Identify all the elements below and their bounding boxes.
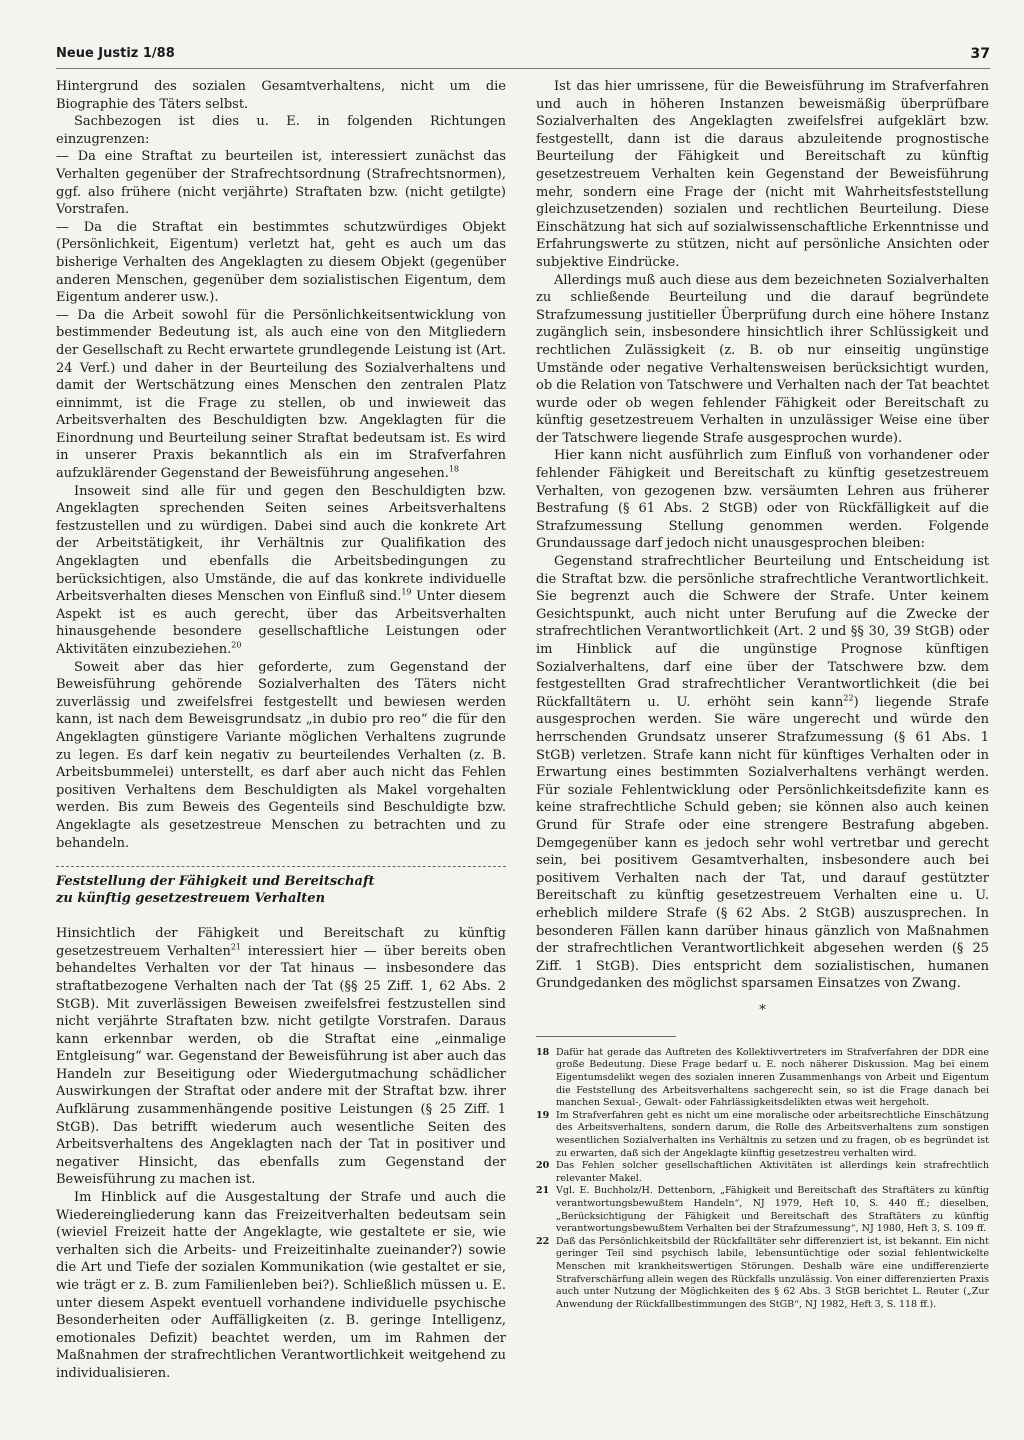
- footnote: [536, 1236, 989, 1312]
- paragraph: Hier kann nicht ausführlich zum Einfluß von vorhandener oder fehlender Fähigkeit und Bereitschaft zu künftig gesetzestreuem Verhalten, von gezogenen bzw. versäumten Lehren aus früherer Bestrafung (§ 61 Abs. 2 StGB) oder von Rückfälligkeit auf die Strafzumessung Stellung genommen werden. Folgende Grundaussage darf jedoch nicht unausgesprochen bleiben:: [536, 448, 989, 552]
- list-item: — Da eine Straftat zu beurteilen ist, interessiert zunächst das Verhalten gegenüber der Strafrechtsordnung (Strafrechtsnormen), ggf. also frühere (nicht verjährte) Straftaten bzw. (nicht getilgte) Vorstrafen.: [56, 149, 506, 218]
- paragraph: Ist das hier umrissene, für die Beweisführung im Strafverfahren und auch in höheren Instanzen beweismäßig überprüfbare Sozialverhalten des Angeklagten zweifelsfrei aufgeklärt bzw. festgestellt, dann ist die daraus abzuleitende prognostische Beurteilung der Fähigkeit und Bereitschaft zu künftig gesetzestreuem Verhalten kein Gegenstand der Beweisführung mehr, sondern eine Frage der (nicht mit Wahrheitsfeststellung gleichzusetzenden) sozialen und rechtlichen Beurteilung. Diese Einschätzung hat sich auf sozialwissenschaftliche Erkenntnisse und Erfahrungswerte zu stützen, nicht auf persönliche Ansichten oder subjektive Eindrücke.: [536, 79, 989, 270]
- footnote-text: Daß das Persönlichkeitsbild der Rückfalltäter sehr differenziert ist, ist bekannt. Ein nicht geringer Teil sind psychisch labile, lebensuntüchtige oder sozial fehlentwickelte Menschen mit krankheitswertigen Störungen. Deshalb wäre eine undifferenzierte Strafverschärfung allein wegen des Rückfalls unzulässig. Von einer differenzierten Praxis auch unter Nutzung der Möglichkeiten des § 62 Abs. 3 StGB berichtet L. Reuter („Zur Anwendung der Rückfallbestimmungen des StGB“, NJ 1982, Heft 3, S. 118 ff.).: [556, 1235, 989, 1310]
- paragraph: Soweit aber das hier geforderte, zum Gegenstand der Beweisführung gehörende Sozialverhalten des Täters nicht zuverlässig und zweifelsfrei festgestellt und bewiesen werden kann, ist nach dem Beweisgrundsatz „in dubio pro reo“ die für den Angeklagten günstigere Variante möglichen Verhaltens zugrunde zu legen. Es darf kein negativ zu beurteilendes Verhalten (z. B. Arbeitsbummelei) unterstellt, es darf aber auch nicht das Fehlen positiven Verhaltens dem Beschuldigten als Makel vorgehalten werden. Bis zum Beweis des Gegenteils sind Beschuldigte bzw. Angeklagte als gesetzestreue Menschen zu betrachten und zu behandeln.: [56, 659, 506, 851]
- paragraph-text: ) liegende Strafe ausgesprochen werden. Sie wäre ungerecht und würde den herrschenden Grundsatz unserer Strafzumessung (§ 61 Abs. 1 StGB) verletzen. Strafe kann nicht für künftiges Verhalten oder in Erwartung eines bestimmten Sozialverhaltens verhängt werden. Für soziale Fehlentwicklung oder Persönlichkeitsdefizite kann es keine strafrechtliche Schuld geben; sie können also auch keinen Grund für Strafe oder eine strengere Bestrafung abgeben. Demgegenüber kann es jedoch sehr wohl vertretbar und gerecht sein, bei positivem Gesamtverhalten, insbesondere auch bei positivem Verhalten nach der Tat, und darauf gestützter Bereitschaft zu künftig gesetzestreuem Verhalten eine u. U. erheblich mildere Strafe (§ 62 Abs. 2 StGB) auszusprechen. In besonderen Fällen kann darüber hinaus gänzlich von Maßnahmen der strafrechtlichen Verantwortlichkeit abgesehen werden (§ 25 Ziff. 1 StGB). Dies entspricht dem sozialistischen, humanen Grundgedanken des möglichst sparsamen Einsatzes von Zwang.: [536, 694, 989, 992]
- footnote-ref: 21: [230, 942, 241, 952]
- paragraph-text: interessiert hier — über bereits oben behandeltes Verhalten vor der Tat hinaus — insbesondere das straftatbezogene Verhalten nach der Tat (§§ 25 Ziff. 1, 62 Abs. 2 StGB). Mit zuverlässigen Beweisen zweifelsfrei festzustellen sind nicht verjährte Straftaten bzw. nicht getilgte Vorstrafen. Daraus kann erkennbar werden, ob die Straftat eine „einmalige Entgleisung“ war. Gegenstand der Beweisführung ist aber auch das Handeln zur Beseitigung oder Wiedergutmachung schädlicher Auswirkungen der Straftat oder andere mit der Straftat bzw. ihrer Aufklärung zusammenhängende positive Leistungen (§ 25 Ziff. 1 StGB). Das betrifft wiederum auch wesentliche Seiten des Arbeitsverhaltens des Angeklagten nach der Tat in positiver und negativer Hinsicht, das ebenfalls zum Gegenstand der Beweisführung zu machen ist.: [56, 943, 506, 1188]
- footnote-ref: 20: [231, 640, 242, 650]
- footnote: [536, 1185, 989, 1235]
- section-separator: *: [759, 1002, 766, 1018]
- footnote-ref: 19: [401, 587, 412, 597]
- footnote-text: Das Fehlen solcher gesellschaftlichen Aktivitäten ist allerdings kein strafrechtlich relevanter Makel.: [556, 1160, 989, 1184]
- paragraph: Hintergrund des sozialen Gesamtverhaltens, nicht um die Biographie des Täters selbst.: [56, 79, 506, 112]
- paragraph: Allerdings muß auch diese aus dem bezeichneten Sozialverhalten zu schließende Beurteilung und die darauf begründete Strafzumessung justitieller Überprüfung durch eine höhere Instanz zugänglich sein, insbesondere hinsichtlich ihrer Schlüssigkeit und rechtlichen Zulässigkeit (z. B. ob nur einseitig ungünstige Umstände oder negative Verhaltensweisen berücksichtigt wurden, ob die Relation von Tatschwere und Verhalten nach der Tat beachtet wurde oder ob wegen fehlender Fähigkeit oder Bereitschaft zu künftig gesetzestreuem Verhalten in unzulässiger Weise eine über der Tatschwere liegende Strafe ausgesprochen wurde).: [536, 272, 989, 446]
- paragraph: [536, 553, 989, 993]
- footnote-text: Im Strafverfahren geht es nicht um eine moralische oder arbeitsrechtliche Einschätzung des Arbeitsverhaltens, sondern darum, die Rolle des Arbeitsverhaltens zum sonstigen wesentlichen Sozialverhalten ins Verhältnis zu setzen und zu fragen, ob es begründet ist zu erwarten, daß sich der Angeklagte künftig gesetzestreu verhalten wird.: [556, 1109, 989, 1159]
- footnote: [536, 1160, 989, 1185]
- footnote-number: 18: [536, 1046, 550, 1058]
- footnote-text: Vgl. E. Buchholz/H. Dettenborn, „Fähigkeit und Bereitschaft des Straftäters zu künftig verantwortungsbewußtem Handeln“, NJ 1979, Heft 10, S. 440 ff.; dieselben, „Berücksichtigung der Fähigkeit und Bereitschaft des Straftäters zu künftig verantwortungsbewußtem Verhalten bei der Strafzumessung“, NJ 1980, Heft 3, S. 109 ff.: [556, 1185, 989, 1235]
- section-heading-line: Feststellung der Fähigkeit und Bereitschaft: [56, 874, 375, 890]
- footnote-number: 22: [536, 1235, 550, 1247]
- page-header: [56, 44, 990, 69]
- section-heading: [56, 866, 506, 907]
- footnote-ref: 18: [448, 464, 460, 474]
- section-heading-line: zu künftig gesetzestreuem Verhalten: [56, 891, 326, 907]
- list-item: — Da die Straftat ein bestimmtes schutzwürdiges Objekt (Persönlichkeit, Eigentum) verletzt hat, geht es auch um das bisherige Verhalten des Angeklagten zu diesem Objekt (gegenüber anderen Menschen, gegenüber dem sozialistischen Eigentum, dem Eigentum anderer usw.).: [56, 219, 506, 306]
- list-item: [56, 307, 506, 483]
- paragraph-text: Unter diesem Aspekt ist es auch gerecht, über das Arbeitsverhalten hinausgehende besondere gesellschaftliche Leistungen oder Aktivitäten einzubeziehen.: [56, 589, 507, 657]
- footnote-number: 21: [536, 1185, 550, 1197]
- paragraph: [56, 925, 506, 1189]
- page-number: 37: [970, 46, 990, 62]
- footnote-ref: 22: [843, 693, 854, 703]
- paragraph: Sachbezogen ist dies u. E. in folgenden Richtungen einzugrenzen:: [56, 114, 506, 147]
- journal-title: Neue Justiz 1/88: [56, 46, 175, 61]
- paragraph-text: Hinsichtlich der Fähigkeit und Bereitschaft zu künftig gesetzestreuem Verhalten: [56, 926, 506, 959]
- paragraph-text: Insoweit sind alle für und gegen den Beschuldigten bzw. Angeklagten sprechenden Seiten seines Arbeitsverhaltens festzustellen und zu würdigen. Dabei sind auch die konkrete Art der Arbeitstätigkeit, ihr Verhältnis zur Qualifikation des Angeklagten und ebenfalls die Arbeitsbedingungen zu berücksichtigen, also Umstände, die auf das konkrete individuelle Arbeitsverhalten dieses Menschen von Einfluß sind.: [56, 483, 506, 605]
- footnote-divider: [536, 1036, 676, 1037]
- footnote-text: Dafür hat gerade das Auftreten des Kollektivvertreters im Strafverfahren der DDR eine große Bedeutung. Diese Frage bedarf u. E. noch näherer Diskussion. Mag bei einem Eigentumsdelikt wegen des sozialen inneren Zusammenhangs von Arbeit und Eigentum die Feststellung des Arbeitsverhaltens sachgerecht sein, so ist die Frage danach bei manchen Sexual-, Gewalt- oder Fahrlässigkeitsdelikten etwas weit hergeholt.: [556, 1046, 989, 1109]
- footnote: [536, 1047, 989, 1110]
- right-column: [536, 78, 989, 1311]
- footnote-number: 19: [536, 1109, 550, 1121]
- footnote: [536, 1110, 989, 1160]
- left-column: [56, 78, 506, 1383]
- footnote-number: 20: [536, 1160, 550, 1172]
- paragraph: Im Hinblick auf die Ausgestaltung der Strafe und auch die Wiedereingliederung kann das Freizeitverhalten bedeutsam sein (wieviel Freizeit hatte der Angeklagte, wie gestaltete er sie, wie verhalten sich die Arbeits- und Freizeitinhalte zueinander?) sowie die Art und Tiefe der sozialen Kommunikation (wie gestaltet er sie, wie trägt er z. B. zum Familienleben bei?). Schließlich müssen u. E. unter diesem Aspekt eventuell vorhandene individuelle psychische Besonderheiten oder Auffälligkeiten (z. B. geringe Intelligenz, emotionales Defizit) beachtet werden, um im Rahmen der Maßnahmen der strafrechtlichen Verantwortlichkeit weitgehend zu individualisieren.: [56, 1190, 506, 1381]
- paragraph-text: — Da die Arbeit sowohl für die Persönlichkeitsentwicklung von bestimmender Bedeutung ist, als auch eine von den Mitgliedern der Gesellschaft zu Recht erwartete grundlegende Leistung ist (Art. 24 Verf.) und daher in der Beurteilung des Sozialverhaltens und damit der Wertschätzung eines Menschen den zentralen Platz einnimmt, ist die Frage zu stellen, ob und inwieweit das Arbeitsverhalten des Beschuldigten bzw. Angeklagten für die Einordnung und Beurteilung seiner Straftat bedeutsam ist. Es wird in unserer Praxis bekanntlich als ein im Strafverfahren aufzuklärender Gegenstand der Beweisführung angesehen.: [56, 307, 506, 482]
- footnotes: [536, 1047, 989, 1311]
- paragraph-text: Gegenstand strafrechtlicher Beurteilung und Entscheidung ist die Straftat bzw. die persönliche strafrechtliche Verantwortlichkeit. Sie begrenzt auch die Schwere der Strafe. Unter keinem Gesichtspunkt, auch nicht unter Berufung auf die Zwecke der strafrechtlichen Verantwortlichkeit (Art. 2 und §§ 30, 39 StGB) oder im Hinblick auf die ungünstige Prognose künftigen Sozialverhaltens, darf eine über der Tatschwere bzw. dem festgestellten Grad strafrechtlicher Verantwortlichkeit (die bei Rückfalltätern u. U. erhöht sein kann: [536, 554, 989, 710]
- paragraph: [56, 483, 506, 659]
